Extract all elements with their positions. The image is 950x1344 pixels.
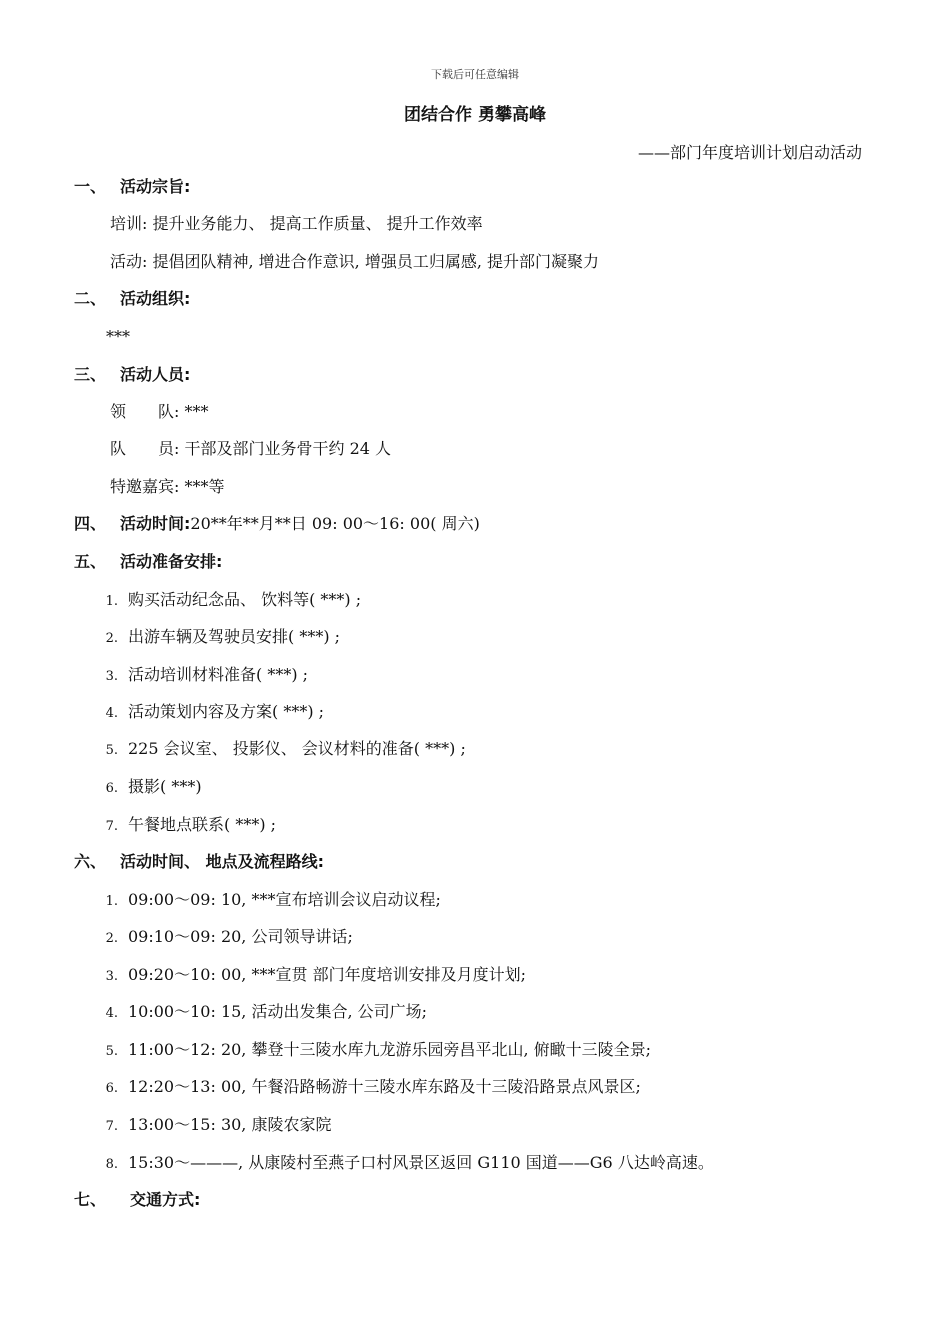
section-title: 活动准备安排: (120, 552, 223, 571)
document-subtitle: ——部门年度培训计划启动活动 (637, 143, 862, 162)
list-index: 5. (105, 743, 118, 758)
section-title: 交通方式: (130, 1190, 201, 1209)
list-item (90, 738, 466, 762)
personnel-value: ***等 (179, 477, 225, 496)
list-item (90, 589, 361, 613)
list-item (90, 1152, 714, 1176)
list-text: 11:00～12: 20, 攀登十三陵水库九龙游乐园旁昌平北山, 俯瞰十三陵全景; (128, 1040, 652, 1059)
list-index: 6. (105, 1081, 118, 1096)
list-index: 6. (105, 781, 118, 796)
list-item (90, 701, 324, 725)
list-index: 1. (105, 894, 118, 909)
section-heading-6 (74, 851, 324, 873)
list-item (90, 1076, 641, 1100)
page-header-note: 下载后可任意编辑 (431, 68, 519, 81)
personnel-value: *** (179, 402, 209, 421)
list-item (90, 889, 441, 913)
list-item (90, 814, 276, 838)
list-index: 7. (105, 819, 118, 834)
list-text: 活动培训材料准备( ***) ; (128, 665, 309, 684)
section-number: 五、 (74, 552, 107, 571)
list-text: 225 会议室、 投影仪、 会议材料的准备( ***) ; (128, 739, 466, 758)
list-index: 5. (105, 1044, 118, 1059)
list-index: 1. (105, 594, 118, 609)
list-item (90, 626, 340, 650)
list-text: 活动策划内容及方案( ***) ; (128, 702, 325, 721)
personnel-label: 特邀嘉宾: (110, 477, 180, 496)
section-heading-1 (74, 176, 190, 198)
list-index: 8. (105, 1157, 118, 1172)
document-title: 团结合作 勇攀高峰 (404, 105, 546, 125)
section-heading-2 (74, 288, 190, 310)
personnel-label: 队 员: (110, 439, 180, 458)
activity-time-value: 20**年**月**日 09: 00～16: 00( 周六) (190, 514, 480, 533)
section-title: 活动宗旨: (120, 177, 191, 196)
list-item (90, 964, 526, 988)
list-text: 12:20～13: 00, 午餐沿路畅游十三陵水库东路及十三陵沿路景点风景区; (128, 1077, 641, 1096)
section-number: 三、 (74, 365, 107, 384)
list-text: 出游车辆及驾驶员安排( ***) ; (128, 627, 341, 646)
list-item (90, 1114, 331, 1138)
list-item (90, 776, 202, 800)
list-text: 购买活动纪念品、 饮料等( ***) ; (128, 590, 362, 609)
list-text: 摄影( ***) (128, 777, 202, 796)
list-index: 4. (105, 1006, 118, 1021)
list-index: 3. (105, 969, 118, 984)
list-text: 午餐地点联系( ***) ; (128, 815, 277, 834)
list-item (90, 926, 353, 950)
section-heading-7 (74, 1189, 200, 1211)
section-number: 七、 (74, 1190, 107, 1209)
body-line: *** (106, 327, 130, 346)
personnel-value: 干部及部门业务骨干约 24 人 (179, 439, 392, 458)
list-index: 2. (105, 931, 118, 946)
section-heading-5 (74, 551, 222, 573)
section-number: 一、 (74, 177, 107, 196)
personnel-label: 领 队: (110, 402, 180, 421)
section-heading-4 (74, 513, 480, 535)
list-text: 10:00～10: 15, 活动出发集合, 公司广场; (128, 1002, 428, 1021)
list-item (90, 1001, 427, 1025)
section-number: 二、 (74, 289, 107, 308)
section-title: 活动时间: (120, 514, 191, 533)
list-text: 15:30～———, 从康陵村至燕子口村风景区返回 G110 国道——G6 八达岭高速。 (128, 1153, 714, 1172)
list-index: 2. (105, 631, 118, 646)
section-title: 活动人员: (120, 365, 191, 384)
personnel-row (110, 438, 391, 460)
personnel-row (110, 401, 209, 423)
list-index: 4. (105, 706, 118, 721)
list-index: 3. (105, 669, 118, 684)
section-title: 活动组织: (120, 289, 191, 308)
list-text: 09:20～10: 00, ***宣贯 部门年度培训安排及月度计划; (128, 965, 526, 984)
body-line: 活动: 提倡团队精神, 增进合作意识, 增强员工归属感, 提升部门凝聚力 (110, 252, 599, 271)
section-number: 六、 (74, 852, 107, 871)
section-title: 活动时间、 地点及流程路线: (120, 852, 324, 871)
list-item (90, 664, 308, 688)
list-item (90, 1039, 651, 1063)
list-text: 09:10～09: 20, 公司领导讲话; (128, 927, 353, 946)
list-index: 7. (105, 1119, 118, 1134)
list-text: 09:00～09: 10, ***宣布培训会议启动议程; (128, 890, 441, 909)
body-line: 培训: 提升业务能力、 提高工作质量、 提升工作效率 (110, 214, 483, 233)
personnel-row (110, 476, 225, 498)
section-number: 四、 (74, 514, 107, 533)
list-text: 13:00～15: 30, 康陵农家院 (128, 1115, 332, 1134)
section-heading-3 (74, 364, 190, 386)
